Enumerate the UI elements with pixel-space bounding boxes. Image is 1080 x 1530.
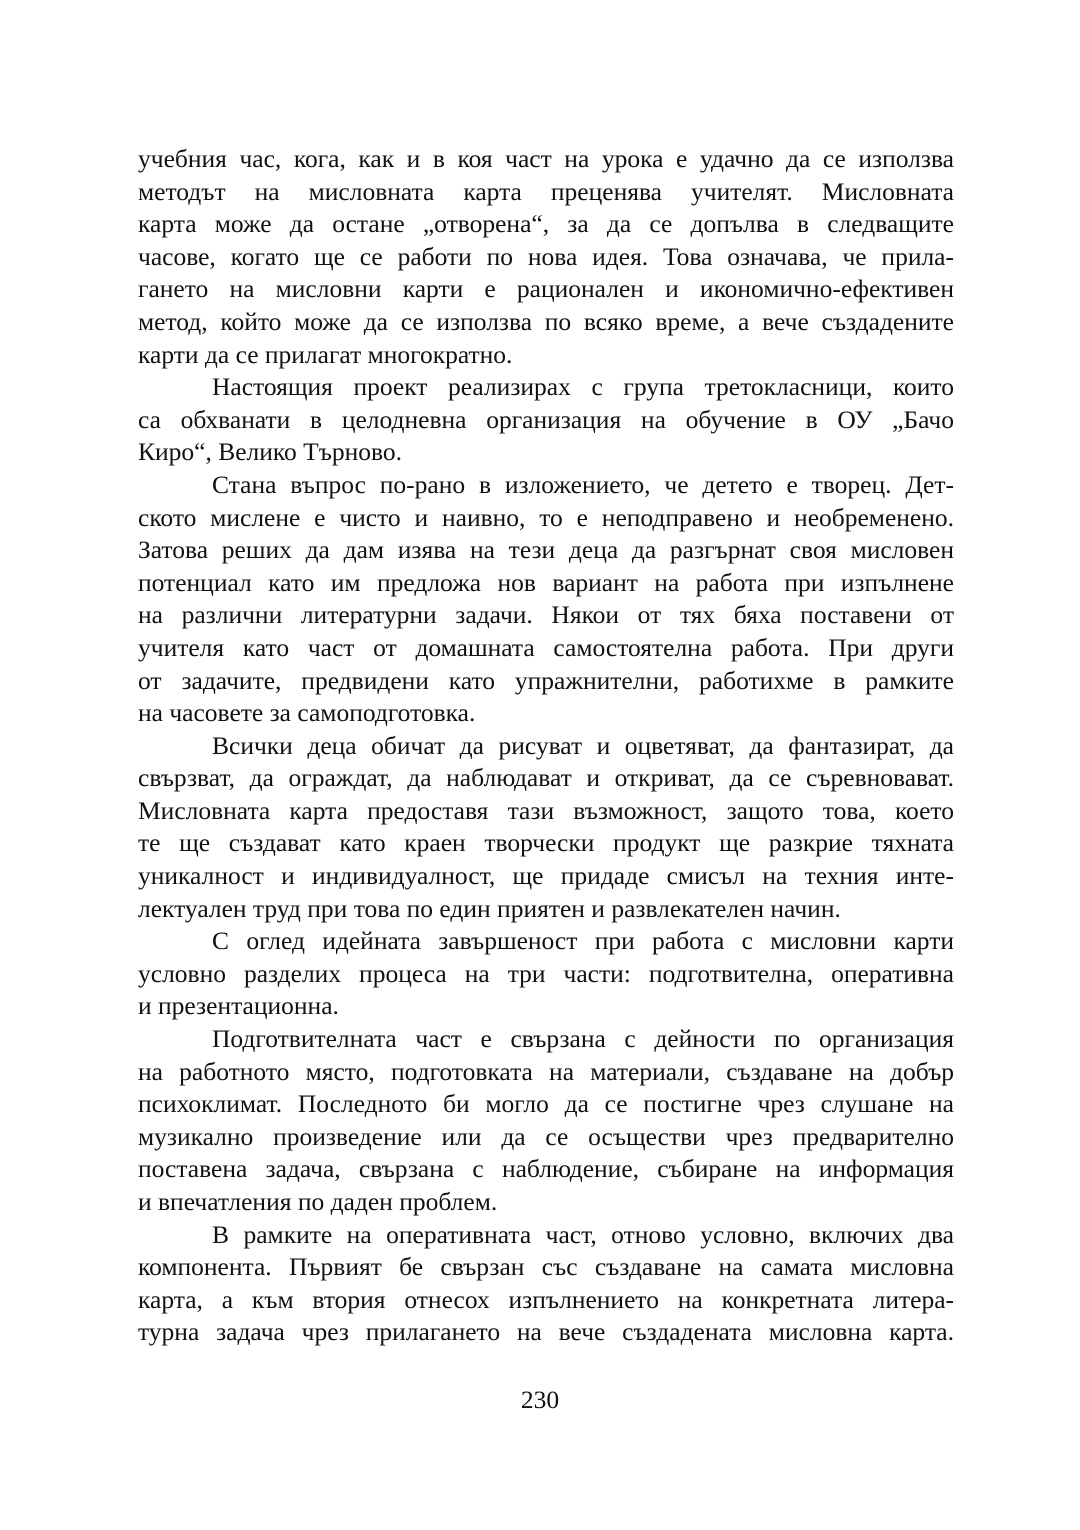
text-line: условно разделих процеса на три части: подготвителна, оперативна [138, 958, 954, 988]
text-line: психоклимат. Последното би могло да се постигне чрез слушане на [138, 1089, 954, 1119]
document-body [138, 143, 954, 1349]
text-line: карта, а към втория отнесох изпълнението на конкретната литера- [138, 1284, 954, 1314]
text-line: и презентационна. [138, 991, 339, 1021]
text-line: поставена задача, свързана с наблюдение, събиране на информация [138, 1154, 954, 1184]
paragraph-4 [138, 730, 954, 926]
paragraph-7 [138, 1219, 954, 1349]
page-number: 230 [520, 1385, 560, 1414]
text-line: Мисловната карта предоставя тази възможност, защото това, което [138, 795, 954, 825]
text-line: часове, когато ще се работи по нова идея. Това означава, че прила- [138, 241, 954, 271]
text-line: лектуален труд при това по един приятен и развлекателен начин. [138, 893, 841, 923]
text-line: С оглед идейната завършеност при работа с мисловни карти [212, 926, 954, 956]
text-line: турна задача чрез прилагането на вече създадената мисловна карта. [138, 1317, 954, 1347]
text-line: учителя като част от домашната самостоятелна работа. При други [138, 632, 954, 662]
paragraph-1 [138, 143, 954, 371]
text-line: компонента. Първият бе свързан със създаване на самата мисловна [138, 1252, 954, 1282]
text-line: потенциал като им предложа нов вариант на работа при изпълнене [138, 567, 954, 597]
text-line: и впечатления по даден проблем. [138, 1187, 498, 1216]
text-line: на различни литературни задачи. Някои от тях бяха поставени от [138, 600, 954, 630]
text-line: карти да се прилагат многократно. [138, 339, 513, 369]
text-line: Киро“, Велико Търново. [138, 437, 403, 467]
text-line: Стана въпрос по-рано в изложението, че детето е творец. Дет- [212, 469, 954, 499]
text-line: ското мислене е чисто и наивно, то е неподправено и необременено. [138, 502, 954, 532]
text-line: са обхванати в целодневна организация на обучение в ОУ „Бачо [138, 404, 954, 434]
text-line: карта може да остане „отворена“, за да се допълва в следващите [138, 209, 954, 239]
paragraph-2 [138, 371, 954, 469]
text-line: Затова реших да дам изява на тези деца да разгърнат своя мисловен [138, 535, 954, 565]
text-line: Подготвителната част е свързана с дейности по организация [212, 1024, 954, 1054]
text-line: на часовете за самоподготовка. [138, 698, 476, 728]
text-line: В рамките на оперативната част, отново условно, включих два [212, 1219, 954, 1249]
paragraph-5 [138, 925, 954, 1023]
text-line: свързват, да ограждат, да наблюдават и откриват, да се съревновават. [138, 763, 954, 793]
text-line: гането на мисловни карти е рационален и икономично-ефективен [138, 274, 954, 304]
text-line: метод, който може да се използва по всяко време, а вече създадените [138, 306, 954, 336]
text-line: на работното място, подготовката на материали, създаване на добър [138, 1056, 954, 1086]
text-line: учебния час, кога, как и в коя част на урока е удачно да се използва [138, 144, 954, 173]
paragraph-6 [138, 1023, 954, 1219]
text-line: от задачите, предвидени като упражнителни, работихме в рамките [138, 665, 954, 695]
paragraph-3 [138, 469, 954, 730]
text-line: Всички деца обичат да рисуват и оцветяват, да фантазират, да [212, 730, 954, 760]
text-line: Настоящия проект реализирах с група третокласници, които [212, 372, 954, 402]
text-line: методът на мисловната карта преценява учителят. Мисловната [138, 176, 954, 206]
text-line: музикално произведение или да се осъществи чрез предварително [138, 1121, 954, 1151]
text-line: уникалност и индивидуалност, ще придаде смисъл на техния инте- [138, 861, 954, 891]
text-line: те ще създават като краен творчески продукт ще разкрие тяхната [138, 828, 954, 858]
